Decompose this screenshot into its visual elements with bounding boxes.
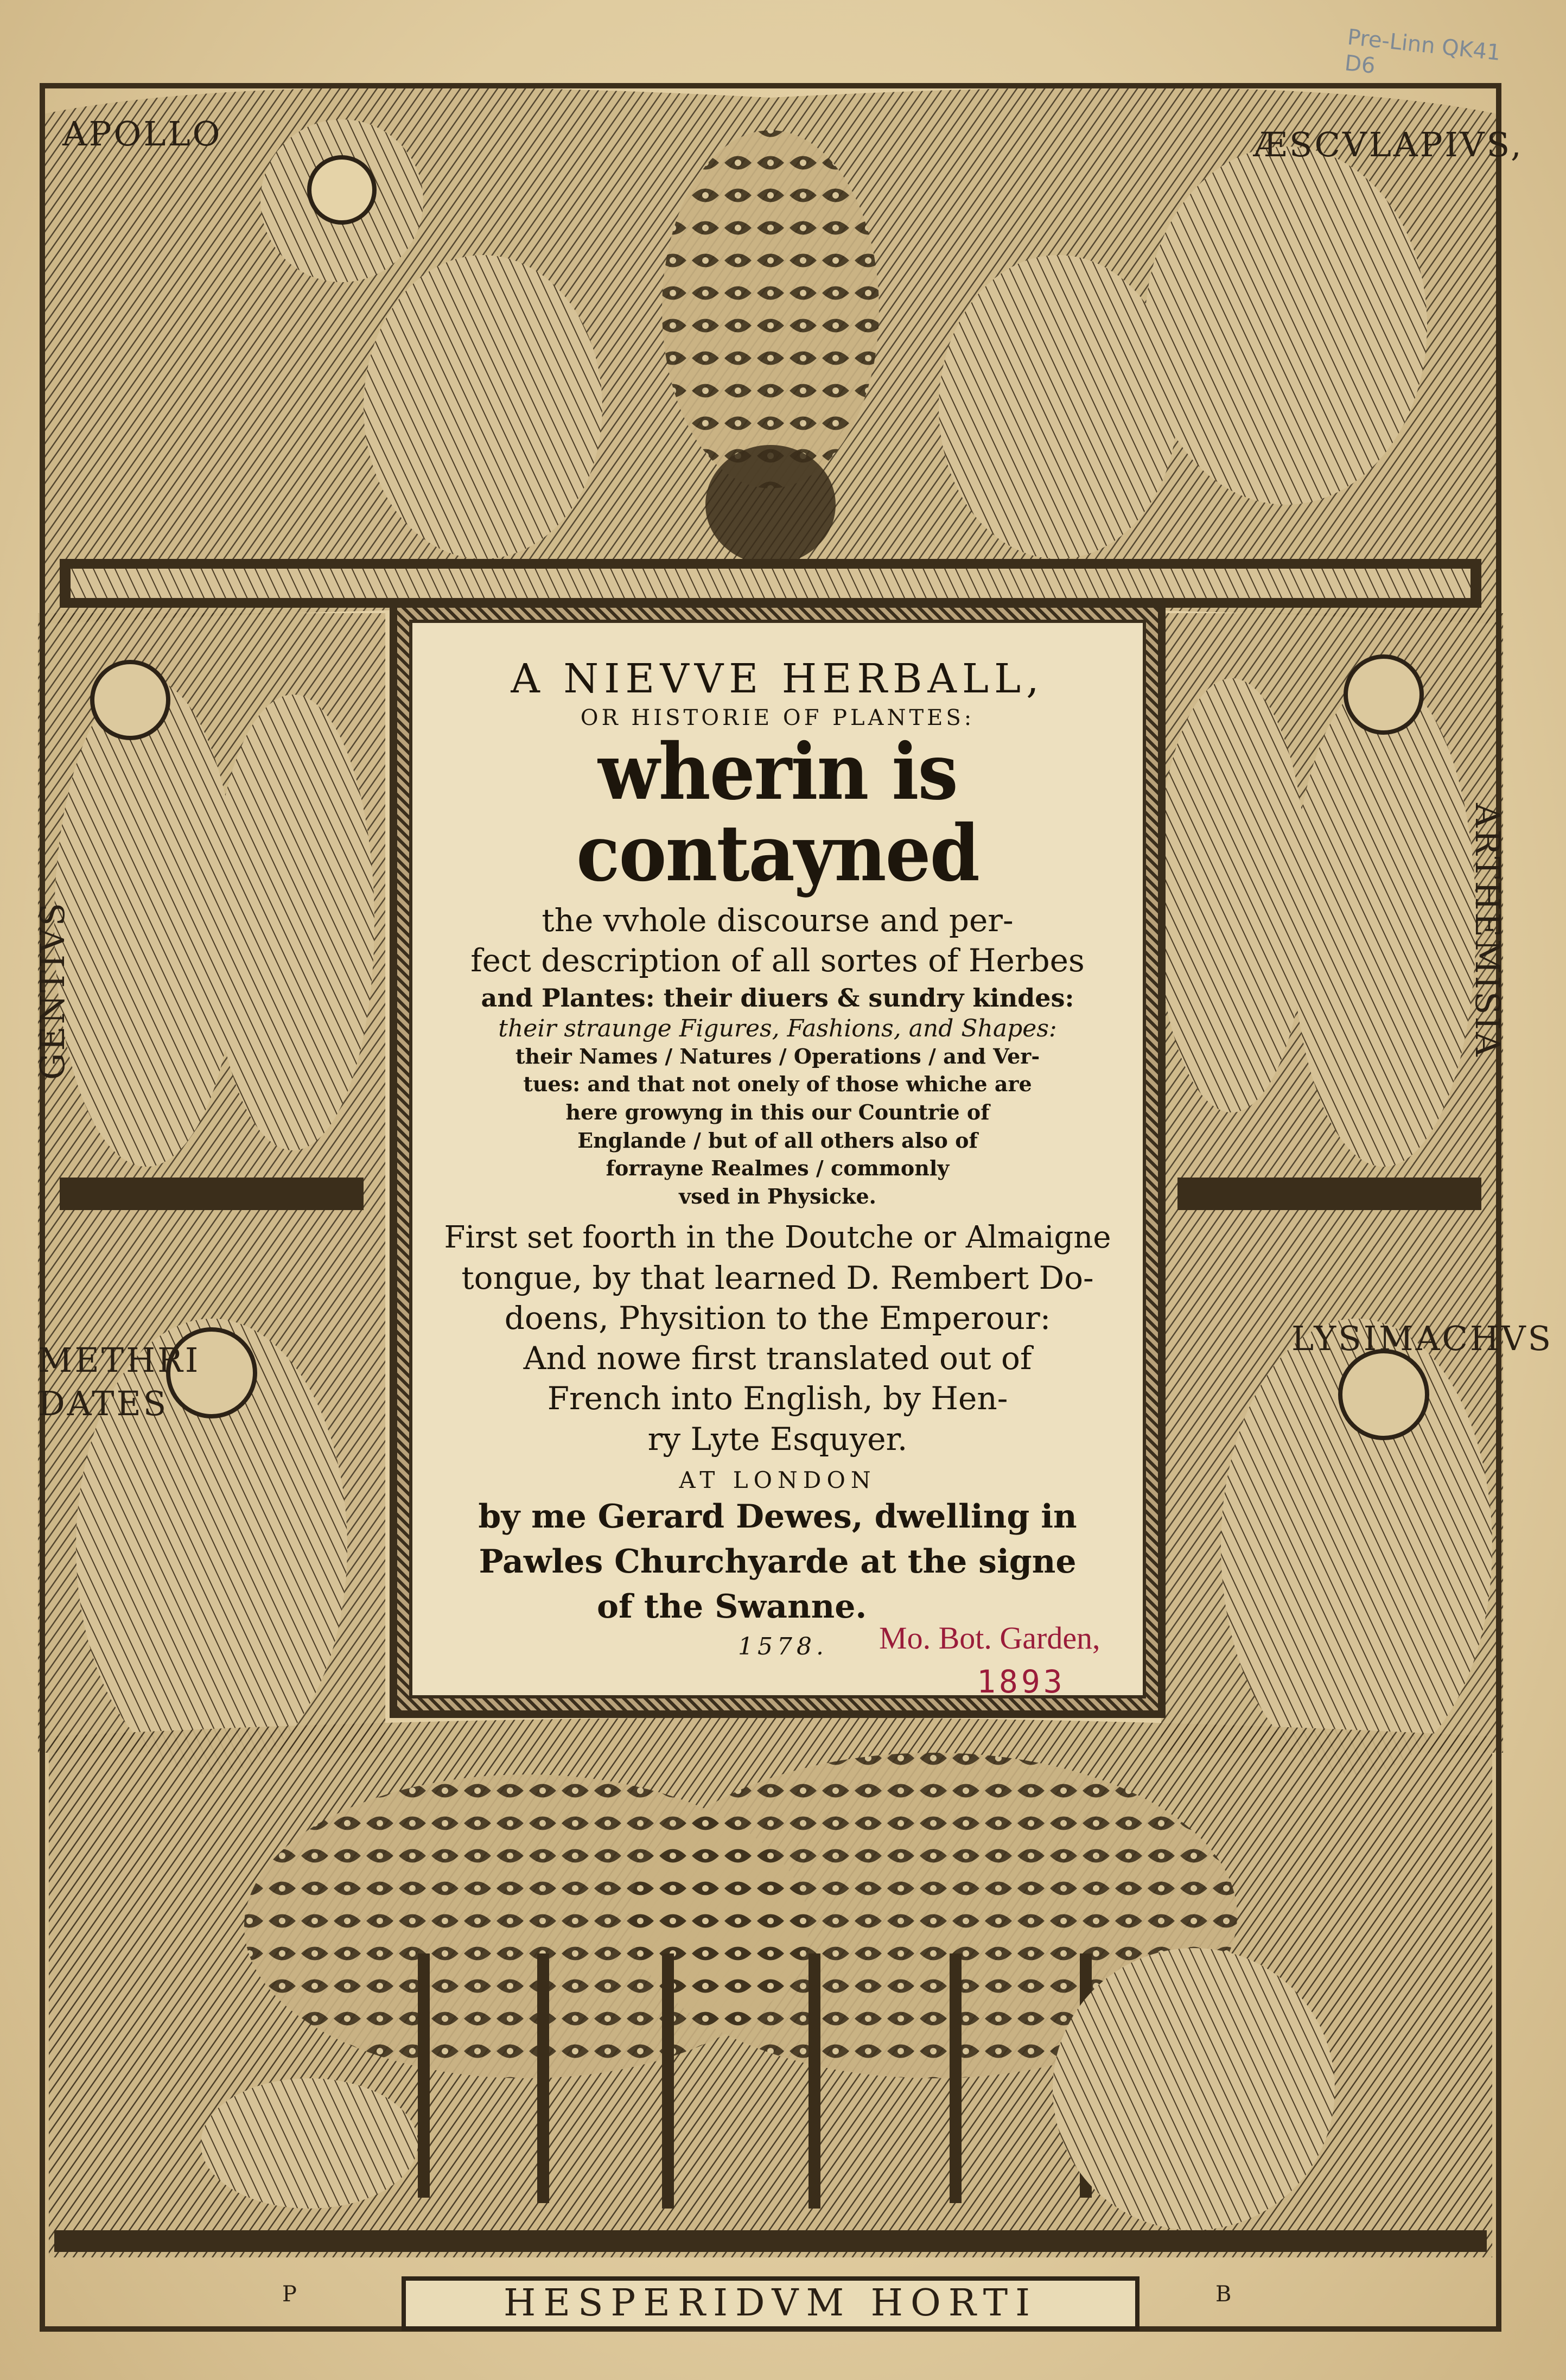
printer-line: by me Gerard Dewes, dwelling in bbox=[478, 1497, 1077, 1536]
library-stamp-name: Mo. Bot. Garden, bbox=[879, 1620, 1100, 1656]
banner-text: HESPERIDVM HORTI bbox=[504, 2282, 1037, 2325]
title-italic-line: their straunge Figures, Fashions, and Shapes: bbox=[498, 1014, 1057, 1042]
title-small-bold-line: forrayne Realmes / commonly bbox=[606, 1156, 950, 1181]
pencil-shelfmark: Pre-Linn QK41 D6 bbox=[1343, 24, 1502, 79]
initial-p: P bbox=[282, 2282, 299, 2307]
label-lysimachus: LYSIMACHVS bbox=[1291, 1319, 1554, 1358]
label-arthemisia: ARTHEMISIA bbox=[1468, 803, 1507, 1059]
library-stamp-year: 1893 bbox=[977, 1663, 1066, 1700]
printer-line: of the Swanne. bbox=[597, 1588, 867, 1626]
translation-line: ry Lyte Esquyer. bbox=[647, 1420, 908, 1458]
title-small-bold-line: vsed in Physicke. bbox=[679, 1184, 876, 1209]
title-small-bold-line: Englande / but of all others also of bbox=[577, 1128, 978, 1153]
label-gentius: GENTIVS bbox=[33, 901, 72, 1080]
title-line-2: OR HISTORIE OF PLANTES: bbox=[580, 705, 975, 730]
hesperidum-banner bbox=[402, 2276, 1140, 2331]
title-frame bbox=[390, 600, 1166, 1718]
translation-line: French into English, by Hen- bbox=[547, 1380, 1008, 1417]
printer-line: Pawles Churchyarde at the signe bbox=[479, 1542, 1077, 1581]
title-bold-line: and Plantes: their diuers & sundry kindes: bbox=[481, 983, 1074, 1013]
title-blackletter: wherin is contayned bbox=[576, 727, 979, 899]
title-small-bold-line: their Names / Natures / Operations / and Ver- bbox=[515, 1043, 1040, 1068]
translation-line: And nowe first translated out of bbox=[523, 1340, 1032, 1377]
imprint-year: 1578. bbox=[738, 1633, 828, 1661]
label-aesculapius: ÆSCVLAPIVS, bbox=[1253, 125, 1524, 164]
translation-line: First set foorth in the Doutche or Almaigne bbox=[444, 1219, 1111, 1255]
title-panel bbox=[409, 620, 1146, 1698]
title-body-line: fect description of all sortes of Herbes bbox=[470, 942, 1085, 979]
title-small-bold-line: here growyng in this our Countrie of bbox=[565, 1100, 990, 1125]
title-line-1: A NIEVVE HERBALL, bbox=[511, 656, 1045, 702]
title-small-bold-line: tues: and that not onely of those whiche are bbox=[523, 1072, 1032, 1097]
label-apollo: APOLLO bbox=[62, 114, 222, 154]
title-body-line: the vvhole discourse and per- bbox=[542, 902, 1014, 939]
imprint-place: AT LONDON bbox=[679, 1466, 876, 1493]
translation-line: tongue, by that learned D. Rembert Do- bbox=[461, 1259, 1094, 1296]
initial-b: B bbox=[1215, 2282, 1234, 2307]
translation-line: doens, Physition to the Emperour: bbox=[504, 1299, 1051, 1337]
label-methri: METHRI bbox=[38, 1340, 201, 1380]
label-dates: DATES bbox=[38, 1384, 169, 1423]
